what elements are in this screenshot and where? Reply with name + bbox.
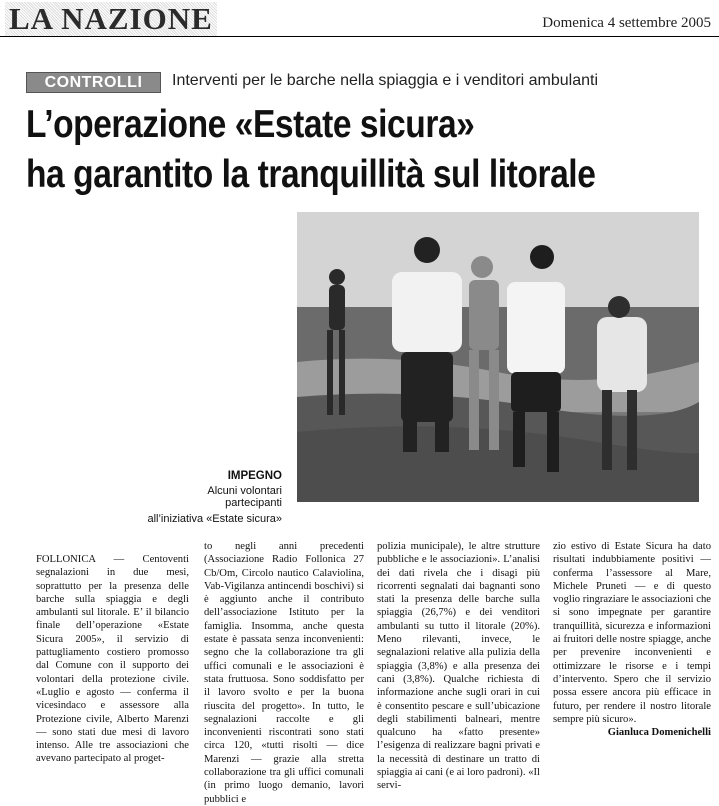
caption-line: partecipanti [225,497,282,509]
author-signature: Gianluca Domenichelli [607,727,711,739]
caption-line: Alcuni volontari [207,485,282,497]
beach-scene-illustration [297,212,699,502]
caption-title: IMPEGNO [227,470,282,482]
article-column-1 [36,553,189,766]
caption-body-last [110,513,282,525]
masthead-rule [0,36,719,37]
article-column-2 [204,540,364,806]
caption-body [150,485,282,509]
column-text: to negli anni precedenti (Associazione Radio Follonica 27 Cb/Om, Circolo nautico Calaviolina, Vab-Vigilanza antincendi boschivi) si è aggiunto anche il contributo dell’associazione Istituto per la famiglia. Insomma, anche questa estate è passata senza inconvenienti: segno che la collaborazione tra gli uffici comunali e le associazioni è stata fruttuosa. Sono soddisfatto per il lavoro svolto e per la buona riuscita del progetto». In tutto, le segnalazioni raccolte e gli inconvenienti riscontrati sono stati circa 120, «tutti risolti — dice Marenzi — grazie alla stretta collaborazione tra gli uffici comunali (in primo luogo demanio, lavori pubblici e [204,541,364,805]
column-text: zio estivo di Estate Sicura ha dato risultati indubbiamente positivi — conferma l’assessore al Mare, Michele Pruneti — e di questo voglio ringraziare le associazioni che si sono impegnate per garantire tranquillità, sicurezza e informazioni ai fruitori delle nostre spiagge, anche per prevenire inconvenienti e ottimizzare le risorse e i tempi d’intervento. Spero che il servizio possa essere ancora più efficace in futuro, per rendere il nostro litorale sempre più sicuro». [553,541,711,725]
column-text: polizia municipale), le altre strutture pubbliche e le associazioni». L’analisi dei dati rivela che i disagi più ricorrenti segnalati dai bagnanti sono stati la presenza delle barche sulla spiaggia (26,7%) e dei venditori ambulanti su tutto il litorale (20%). Meno rilevanti, invece, le segnalazioni relative alla pulizia della spiaggia (3,8%) e alla presenza dei cani (3,8%). Qualche richiesta di informazione anche sugli orari in cui è consentito pescare e sull’ubicazione degli stabilimenti balneari, mentre qualcuno ha «fatto presente» l’esigenza di realizzare bagni privati e la necessità di destinare un tratto di spiaggia ai cani (e ai loro padroni). «Il servi- [377,541,540,792]
headline-line-2: ha garantito la tranquillità sul litorale [26,153,596,196]
photo-caption [228,470,282,482]
caption-line: all’iniziativa «Estate sicura» [147,513,282,525]
publication-date: Domenica 4 settembre 2005 [542,15,711,31]
headline-line-1: L’operazione «Estate sicura» [26,103,475,146]
kicker-subtitle: Interventi per le barche nella spiaggia e i venditori ambulanti [172,72,599,89]
article-photo [297,212,699,502]
masthead: LA NAZIONE [5,2,217,36]
section-kicker: CONTROLLI [26,72,161,93]
column-text: FOLLONICA — Centoventi segnalazioni in due mesi, soprattutto per la presenza delle barche sulla spiaggia e degli ambulanti sul litorale. E’ il bilancio finale dell’operazione «Estate Sicura 2005», il servizio di pattugliamento costiero promosso dal Comune con il supporto dei volontari della protezione civile. «Luglio e agosto — conferma il vicesindaco e assessore alla Protezione civile, Alberto Marenzi — sono stati due mesi di lavoro intenso. Alle tre associazioni che avevano partecipato al proget- [36,554,189,765]
article-column-4 [553,540,711,739]
article-column-3 [377,540,540,793]
